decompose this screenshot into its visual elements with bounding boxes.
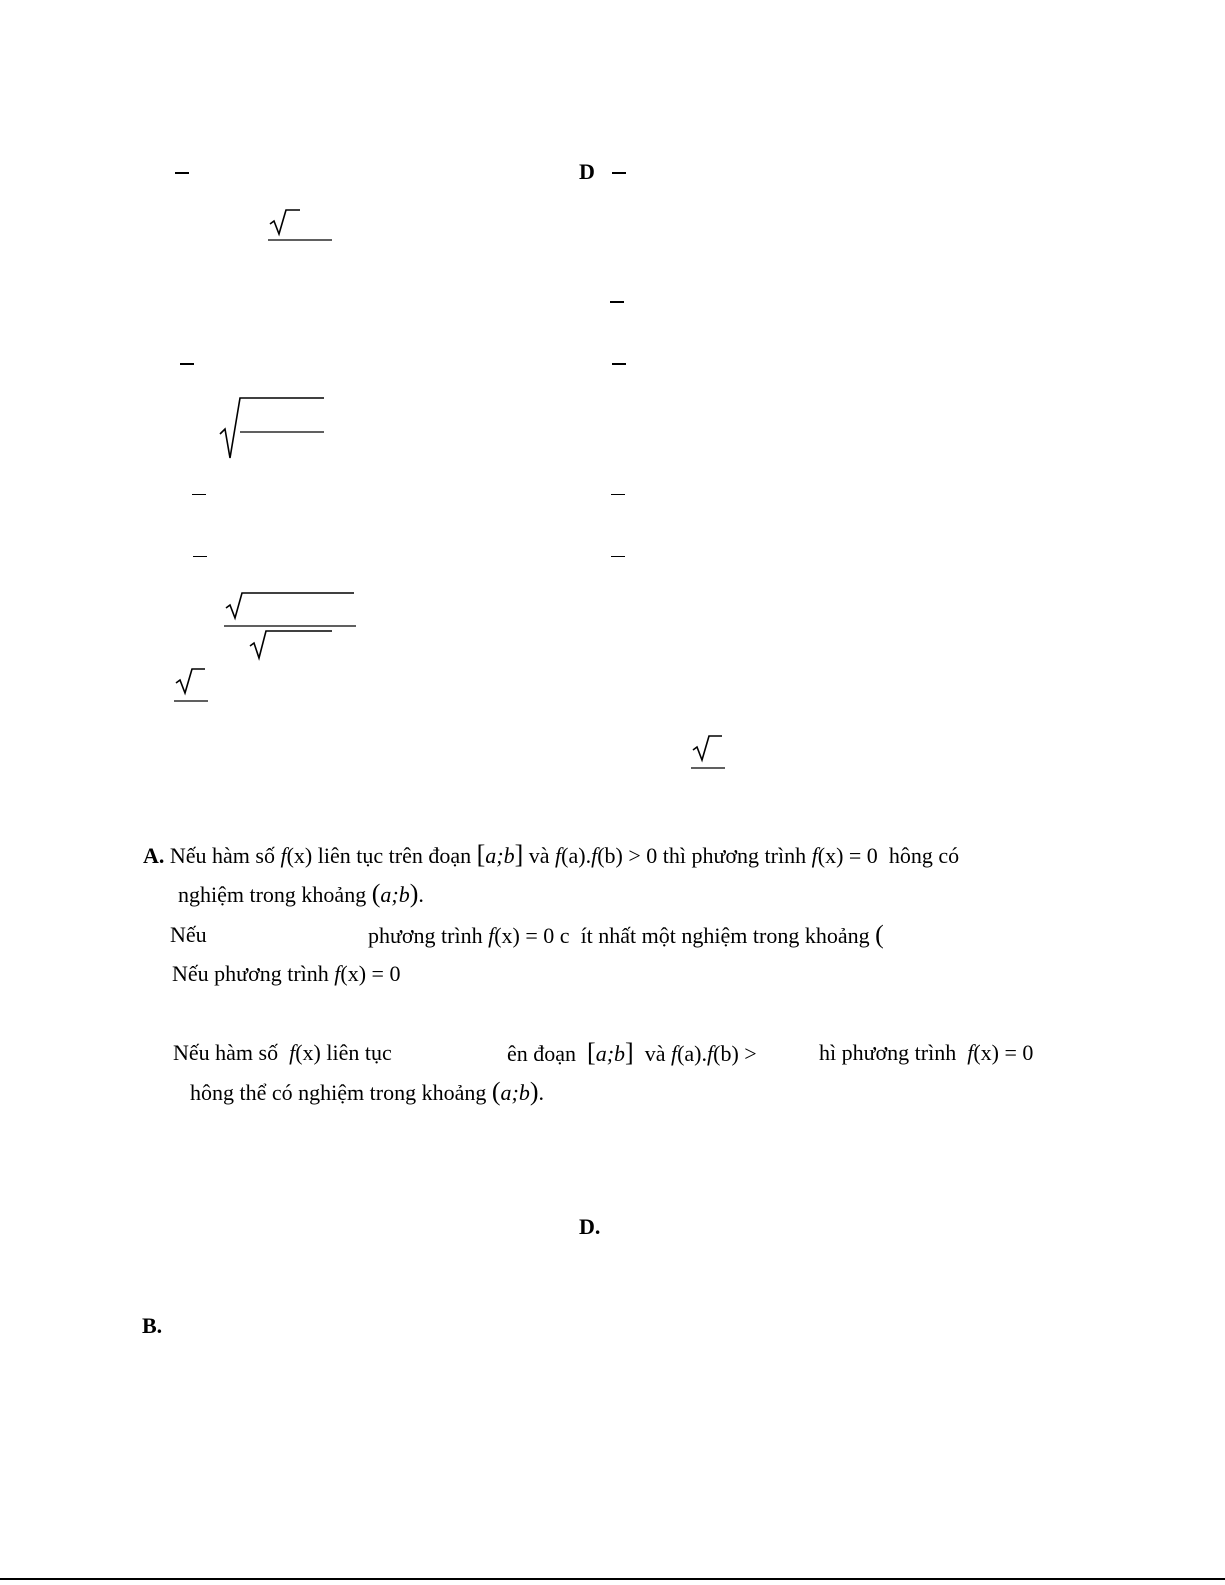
text: (a). (677, 1041, 708, 1066)
minus-sign (612, 363, 626, 365)
bracket-close: ] (625, 1038, 634, 1067)
text: hì phương trình (819, 1040, 957, 1065)
statement-d-line-1-part-1 (173, 1040, 392, 1066)
paren-open: ( (371, 879, 381, 908)
minus-sign (180, 363, 194, 365)
text: Nếu hàm số (173, 1040, 279, 1065)
sqrt-fraction (266, 204, 336, 244)
interval: a;b (485, 843, 515, 868)
text: ên đoạn (507, 1041, 577, 1066)
text: Nếu (170, 922, 207, 947)
minus-sign (193, 556, 207, 557)
text: hông thể có nghiệm trong khoảng (190, 1080, 487, 1105)
paren-open: ( (491, 1077, 501, 1106)
function-f: f (280, 843, 287, 868)
statement-a-line-1 (143, 842, 959, 869)
paren-open: ( (875, 920, 884, 949)
function-f: f (334, 961, 341, 986)
sqrt-fraction (172, 665, 212, 705)
paren-close: ) (409, 879, 419, 908)
text: (x) = 0 c (494, 923, 570, 948)
text: . (538, 1080, 545, 1105)
minus-sign (175, 172, 189, 174)
text: (b) > (713, 1041, 757, 1066)
function-f: f (555, 843, 562, 868)
answer-d-label: D. (579, 1214, 601, 1239)
text: . (418, 882, 424, 907)
function-f: f (811, 843, 818, 868)
statement-b-fragment (368, 922, 884, 949)
text: phương trình (368, 923, 483, 948)
text: (x) = 0 (340, 961, 401, 986)
option-d-label: D (579, 159, 595, 184)
bracket-open: [ (587, 1038, 596, 1067)
text: (b) > 0 thì phương trình (597, 843, 807, 868)
nested-sqrt-fraction (220, 588, 360, 664)
text: và (644, 1041, 666, 1066)
interval: a;b (380, 882, 410, 907)
text: hông có (888, 843, 960, 868)
page-bottom-rule (0, 1578, 1225, 1580)
function-f: f (488, 923, 495, 948)
function-f: f (289, 1040, 296, 1065)
text: (x) = 0 (973, 1040, 1034, 1065)
function-f: f (707, 1041, 714, 1066)
text: (x) (286, 843, 313, 868)
text: và (528, 843, 550, 868)
text: (x) liên tục (295, 1040, 392, 1065)
sqrt-of-fraction (216, 394, 331, 464)
minus-sign (612, 172, 626, 174)
statement-d-line-2 (190, 1079, 544, 1106)
bracket-open: [ (476, 840, 486, 869)
text: Nếu phương trình (172, 961, 329, 986)
function-f: f (591, 843, 598, 868)
statement-d-line-1-part-2 (507, 1040, 757, 1067)
answer-b-label: B. (142, 1313, 163, 1338)
statement-c-fragment (172, 961, 400, 987)
text: liên tục trên đoạn (317, 843, 472, 868)
paren-close: ) (529, 1077, 539, 1106)
text: Nếu hàm số (169, 843, 275, 868)
function-f: f (967, 1040, 974, 1065)
text: (x) = 0 (817, 843, 878, 868)
text: ít nhất một nghiệm trong khoảng (580, 923, 870, 948)
sqrt-fraction (689, 732, 729, 772)
text: nghiệm trong khoảng (178, 882, 367, 907)
minus-sign (610, 301, 624, 303)
interval: a;b (595, 1041, 626, 1066)
interval: a;b (500, 1080, 530, 1105)
minus-sign (611, 494, 625, 495)
text: (a). (561, 843, 592, 868)
minus-sign (192, 494, 206, 495)
statement-d-line-1-part-3 (819, 1040, 1033, 1066)
minus-sign (611, 556, 625, 557)
option-a-label: A. (143, 843, 165, 868)
function-f: f (670, 1041, 678, 1066)
bracket-close: ] (514, 840, 524, 869)
statement-a-line-2 (178, 881, 424, 908)
